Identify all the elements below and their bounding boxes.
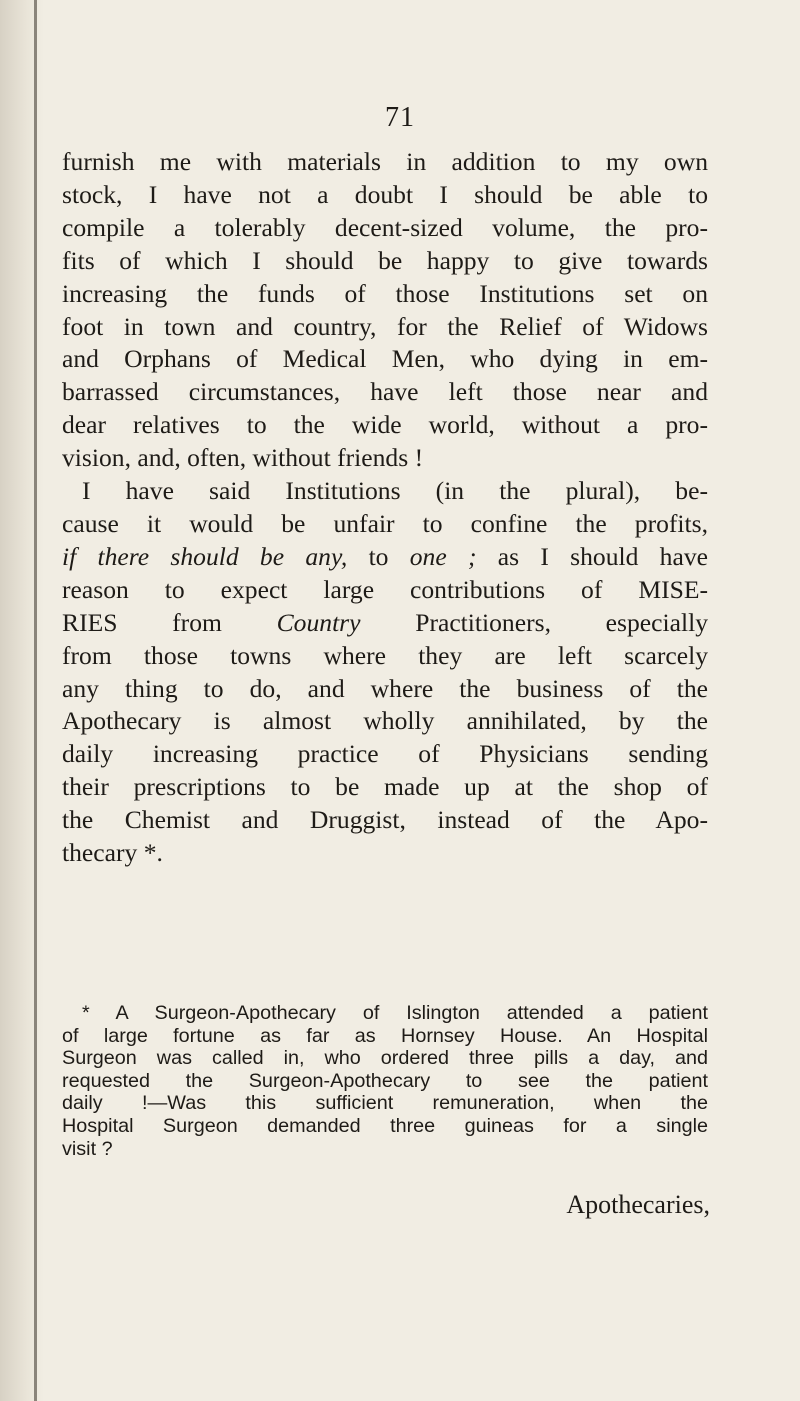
italic-phrase: one ;: [409, 541, 477, 571]
text-line: Apothecary is almost wholly annihilated, by the: [62, 706, 708, 736]
paragraph-1: [62, 146, 708, 475]
text-line: furnish me with materials in addition to my own: [62, 147, 708, 176]
text-fragment: Practitioners, especially: [360, 607, 708, 637]
text-line: foot in town and country, for the Relief of Widows: [62, 311, 708, 341]
text-line: the Chemist and Druggist, instead of the Apo-: [62, 805, 708, 835]
text-line: thecary *.: [62, 838, 163, 868]
text-fragment: RIES from: [62, 607, 277, 637]
footnote-line: daily !—Was this sufficient remuneration, when the: [62, 1092, 708, 1115]
text-line: from those towns where they are left scarcely: [62, 640, 708, 670]
text-fragment: as I should have: [476, 541, 708, 571]
catchword: Apothecaries,: [566, 1190, 710, 1219]
footnote-line: Hospital Surgeon demanded three guineas for a single: [62, 1114, 708, 1137]
footnote-line: requested the Surgeon-Apothecary to see the patient: [62, 1069, 708, 1092]
footnote: [62, 1002, 708, 1160]
text-line: reason to expect large contributions of MISE-: [62, 574, 708, 604]
text-line: cause it would be unfair to confine the profits,: [62, 508, 708, 538]
text-line: barrassed circumstances, have left those near and: [62, 377, 708, 407]
text-line: I have said Institutions (in the plural), be-: [82, 476, 708, 506]
paragraph-2: [62, 475, 708, 870]
text-line: their prescriptions to be made up at the shop of: [62, 772, 708, 802]
text-line: and Orphans of Medical Men, who dying in em-: [62, 344, 708, 374]
footnote-line: Surgeon was called in, who ordered three pills a day, and: [62, 1047, 708, 1070]
text-line: [62, 541, 708, 574]
italic-phrase: if there should be any,: [62, 541, 348, 571]
footnote-line: of large fortune as far as Hornsey House. An Hospital: [62, 1024, 708, 1047]
text-line: any thing to do, and where the business of the: [62, 673, 708, 703]
text-line: vision, and, often, without friends !: [62, 443, 424, 473]
text-line: daily increasing practice of Physicians sending: [62, 739, 708, 769]
text-line: compile a tolerably decent-sized volume, the pro-: [62, 212, 708, 242]
main-text: [62, 146, 708, 870]
italic-phrase: Country: [276, 607, 361, 637]
footnote-line: visit ?: [62, 1137, 113, 1160]
footnote-line: * A Surgeon-Apothecary of Islington attended a patient: [82, 1002, 708, 1024]
text-line: increasing the funds of those Institutions set on: [62, 278, 708, 308]
text-fragment: to: [347, 541, 410, 571]
page-number: 71: [385, 102, 415, 133]
text-line: stock, I have not a doubt I should be able to: [62, 179, 708, 209]
text-line: fits of which I should be happy to give towards: [62, 245, 708, 275]
text-line: dear relatives to the wide world, without a pro-: [62, 410, 708, 440]
text-line: [62, 607, 708, 640]
